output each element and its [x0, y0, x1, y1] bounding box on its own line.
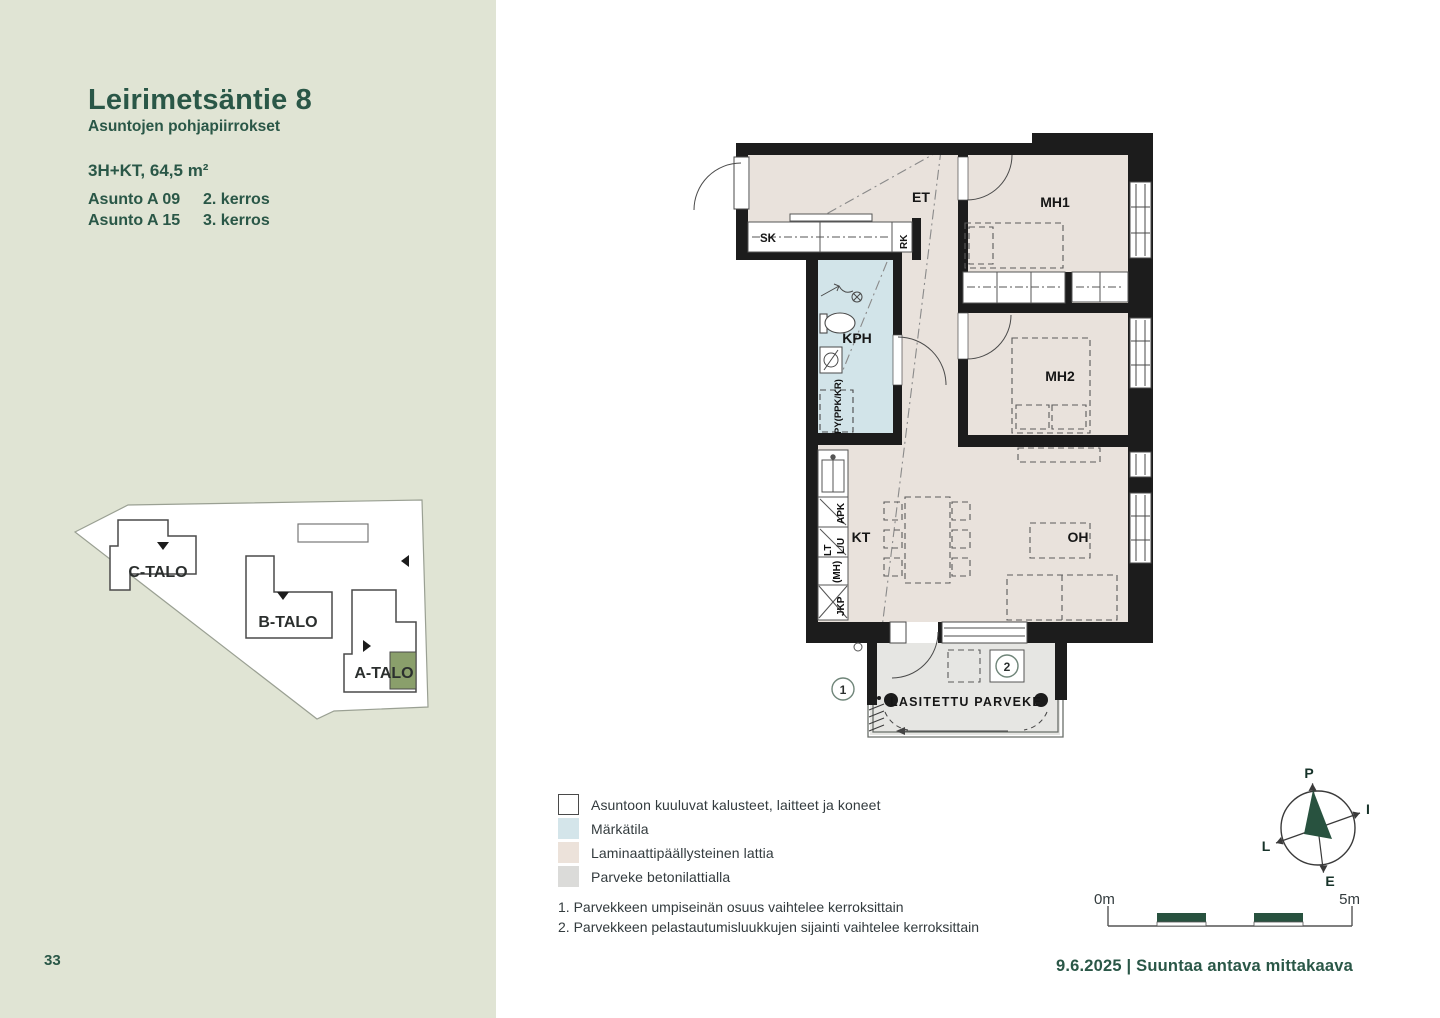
floor-plan [690, 115, 1180, 770]
apartment-floor: 2. kerros [203, 191, 270, 208]
label-apk: APK [836, 502, 847, 524]
building-a-label: A-TALO [354, 665, 414, 682]
corner-marker [854, 643, 862, 651]
kph-door-opening [893, 335, 902, 385]
compass-rose [1256, 760, 1380, 890]
legend-label: Parveke betonilattialla [591, 868, 731, 885]
building-c-label: C-TALO [128, 564, 188, 581]
compass-south: E [1325, 873, 1335, 889]
room-label-oh: OH [1067, 529, 1089, 545]
room-label-sk: SK [760, 233, 776, 245]
building-b-label: B-TALO [258, 614, 318, 631]
marker-two: 2 [1003, 660, 1011, 674]
legend-swatch-wetroom [558, 818, 579, 839]
legend-item [558, 794, 881, 815]
apartment-name: Asunto A 09 [88, 191, 181, 208]
compass-north: P [1304, 765, 1314, 781]
scale-segment-filled [1254, 913, 1303, 922]
apartment-type: 3H+KT, 64,5 m² [88, 161, 209, 180]
legend-swatch-balcony [558, 866, 579, 887]
scale-start: 0m [1094, 891, 1115, 908]
date-scale-note: 9.6.2025 | Suuntaa antava mittakaava [1055, 957, 1353, 975]
room-label-mh1: MH1 [1040, 194, 1070, 210]
legend-label: Märkätila [591, 820, 649, 837]
site-plan [58, 478, 448, 743]
scale-bar [1085, 888, 1370, 943]
compass-east: I [1366, 801, 1370, 817]
compass-needle [1304, 790, 1332, 839]
balcony-door-leaf [890, 622, 906, 643]
room-label-kph: KPH [842, 330, 872, 346]
apartment-name: Asunto A 15 [88, 212, 181, 229]
scale-segment-open [1157, 922, 1206, 926]
legend-swatch-laminate [558, 842, 579, 863]
label-lt: LT [823, 544, 834, 556]
mh1-door-opening [958, 157, 968, 200]
legend-item [558, 866, 881, 887]
footnote-1: 1. Parvekkeen umpiseinän osuus vaihtelee kerroksittain [558, 899, 904, 915]
site-outbuilding [298, 524, 368, 542]
room-label-rk: RK [899, 234, 910, 249]
label-lu: L/U [836, 537, 847, 554]
scale-segment-filled [1157, 913, 1206, 922]
legend [558, 794, 881, 890]
legend-label: Laminaattipäällysteinen lattia [591, 844, 774, 861]
room-label-mh2: MH2 [1045, 368, 1075, 384]
balcony-floor [870, 642, 1060, 735]
entry-door-leaf [734, 157, 749, 209]
page-subtitle: Asuntojen pohjapiirrokset [88, 118, 281, 135]
sink-icon [820, 347, 842, 373]
room-label-et: ET [912, 189, 930, 205]
page-number: 33 [44, 952, 61, 969]
legend-label: Asuntoon kuuluvat kalusteet, laitteet ja koneet [591, 796, 881, 813]
scale-bar-line [1108, 906, 1352, 926]
balcony-dot [877, 696, 881, 700]
label-mh: (MH) [832, 560, 843, 583]
window-icons [1130, 182, 1151, 563]
balcony-label: LASITETTU PARVEKE [890, 695, 1042, 709]
legend-swatch-furniture [558, 794, 579, 815]
mh2-door-opening [958, 313, 968, 359]
apartment-row [88, 210, 270, 231]
apartment-list [88, 189, 270, 231]
page-title: Leirimetsäntie 8 [88, 84, 313, 116]
scale-end: 5m [1339, 891, 1360, 908]
marker-one: 1 [839, 683, 847, 697]
footnotes [558, 897, 979, 937]
legend-item [558, 842, 881, 863]
kitchen-counter [818, 450, 848, 620]
compass-west: L [1261, 838, 1271, 854]
scale-segment-open [1254, 922, 1303, 926]
label-jkp: JKP [836, 596, 847, 616]
footnote-2: 2. Parvekkeen pelastautumisluukkujen sijainti vaihtelee kerroksittain [558, 919, 979, 935]
balcony-window [942, 622, 1027, 643]
room-label-kt: KT [851, 529, 871, 545]
apartment-row [88, 189, 270, 210]
mh1-closets [963, 272, 1128, 303]
legend-item [558, 818, 881, 839]
label-py: PY(PPK/KR) [833, 379, 844, 434]
sidebar [0, 0, 496, 1018]
apartment-floor: 3. kerros [203, 212, 270, 229]
